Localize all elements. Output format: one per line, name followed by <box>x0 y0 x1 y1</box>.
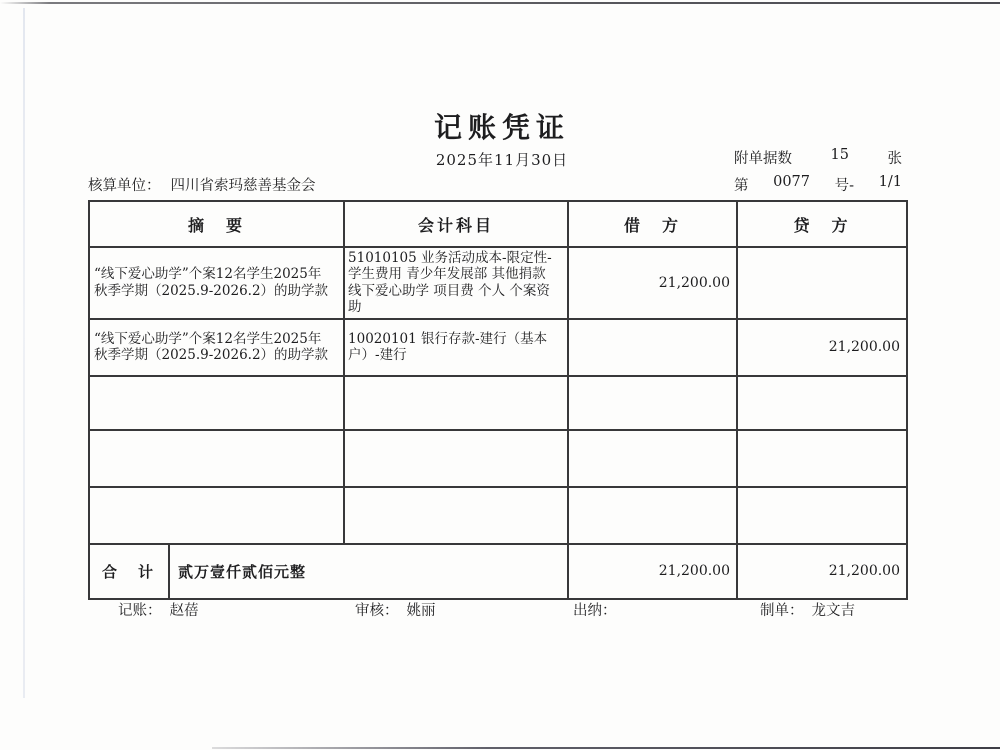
debit-cell: 21,200.00 <box>568 247 737 319</box>
reviewer-label: 审核： <box>355 603 399 619</box>
voucher-number-prefix: 第 <box>734 178 749 194</box>
account-cell <box>344 430 568 487</box>
header-credit: 贷 方 <box>737 201 907 247</box>
summary-cell <box>89 487 344 544</box>
scan-edge-top <box>0 2 1000 4</box>
total-label-cell: 合 计 <box>89 544 169 599</box>
total-row <box>89 544 907 599</box>
bookkeeper-signature <box>118 599 199 620</box>
attachment-label: 附单据数 <box>734 151 792 167</box>
reviewer-signature <box>355 599 436 620</box>
summary-cell: “线下爱心助学”个案12名学生2025年秋季学期（2025.9-2026.2）的助学款 <box>89 247 344 319</box>
credit-cell <box>737 247 907 319</box>
entry-row <box>89 487 907 544</box>
preparer-signature <box>760 599 855 620</box>
table-header-row <box>89 201 907 247</box>
bookkeeper-label: 记账： <box>118 603 162 619</box>
voucher-page-indicator: 1/1 <box>878 174 902 190</box>
bookkeeper-name: 赵蓓 <box>169 603 199 619</box>
accounting-unit-label: 核算单位： <box>88 178 161 194</box>
cashier-signature <box>573 599 625 620</box>
attachment-count-line <box>734 147 902 168</box>
debit-cell <box>568 487 737 544</box>
account-cell: 10020101 银行存款-建行（基本户）-建行 <box>344 319 568 376</box>
preparer-name: 龙文吉 <box>811 603 855 619</box>
credit-cell <box>737 376 907 430</box>
summary-cell <box>89 430 344 487</box>
header-debit: 借 方 <box>568 201 737 247</box>
entry-row <box>89 247 907 319</box>
voucher-number-value: 0077 <box>773 174 811 190</box>
account-cell <box>344 487 568 544</box>
account-cell: 51010105 业务活动成本-限定性-学生费用 青少年发展部 其他捐款 线下爱心助学 项目费 个人 个案资助 <box>344 247 568 319</box>
cashier-label: 出纳： <box>573 603 617 619</box>
reviewer-name: 姚丽 <box>406 603 436 619</box>
entry-row <box>89 319 907 376</box>
attachment-unit: 张 <box>887 151 902 167</box>
summary-cell <box>89 376 344 430</box>
voucher-number-suffix: 号- <box>834 178 855 194</box>
accounting-unit-name: 四川省索玛慈善基金会 <box>170 178 316 194</box>
voucher-title: 记账凭证 <box>433 111 570 144</box>
attachment-count: 15 <box>830 147 849 163</box>
voucher-date: 2025年11月30日 <box>435 151 569 169</box>
total-debit-cell: 21,200.00 <box>568 544 737 599</box>
entry-row <box>89 376 907 430</box>
credit-cell <box>737 487 907 544</box>
debit-cell <box>568 430 737 487</box>
entry-row <box>89 430 907 487</box>
credit-cell: 21,200.00 <box>737 319 907 376</box>
total-credit-cell: 21,200.00 <box>737 544 907 599</box>
scan-edge-bottom <box>212 747 1000 749</box>
debit-cell <box>568 376 737 430</box>
accounting-unit-line <box>88 174 316 195</box>
debit-cell <box>568 319 737 376</box>
voucher-number-line <box>734 174 902 195</box>
voucher-table <box>88 200 908 600</box>
preparer-label: 制单： <box>760 603 804 619</box>
header-summary: 摘 要 <box>89 201 344 247</box>
amount-in-words-cell: 贰万壹仟贰佰元整 <box>169 544 568 599</box>
header-account: 会计科目 <box>344 201 568 247</box>
summary-cell: “线下爱心助学”个案12名学生2025年秋季学期（2025.9-2026.2）的助学款 <box>89 319 344 376</box>
account-cell <box>344 376 568 430</box>
credit-cell <box>737 430 907 487</box>
